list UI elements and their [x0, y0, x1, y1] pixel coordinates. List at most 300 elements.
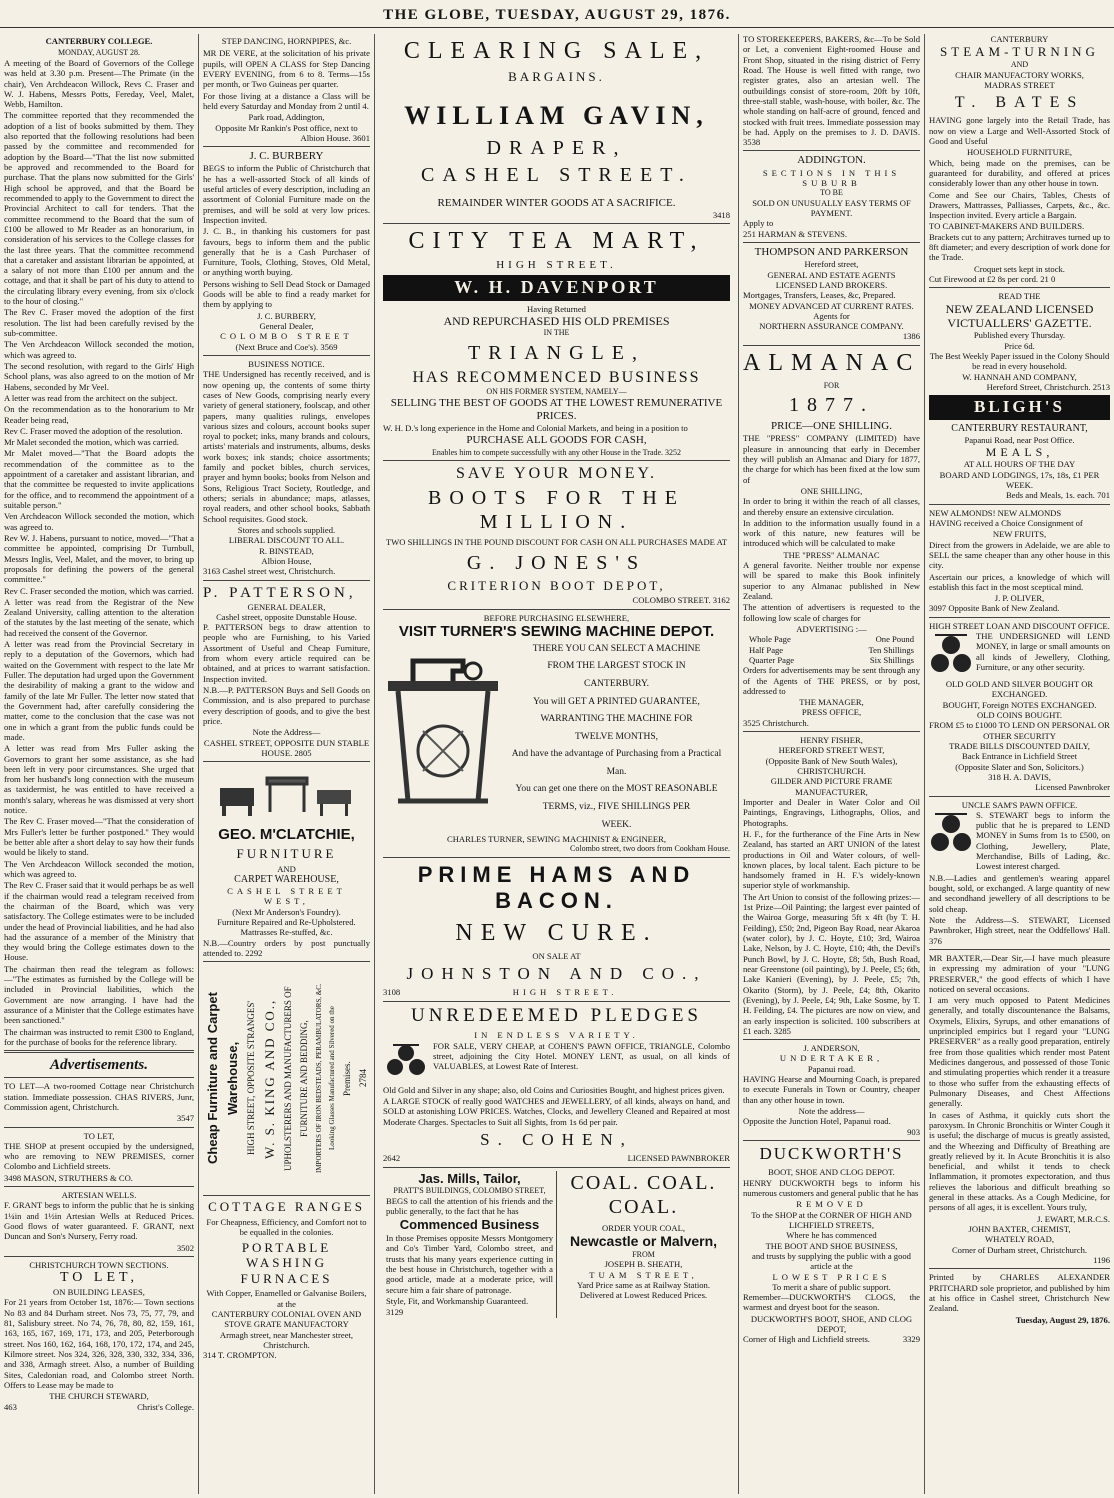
- mclatchie-address-2: (Next Mr Anderson's Foundry).: [232, 906, 341, 917]
- bates-text: Croquet sets kept in stock.: [974, 263, 1065, 274]
- town-tolet: TO LET,: [59, 1270, 139, 1286]
- addington-text: SOLD ON UNUSUALLY EASY TERMS OF PAYMENT.: [752, 197, 911, 219]
- mills-heading: Jas. Mills, Tailor,: [418, 1170, 521, 1186]
- bligh-text: AT ALL HOURS OF THE DAY: [963, 459, 1076, 470]
- almanac-text: THE "PRESS" COMPANY (LIMITED) have pleasure in announcing that early in December they will publish an Almanac and Diary for 1877, the charge for which has been fixed at the low sum of: [743, 433, 920, 485]
- turner-line: You can get one there on the MOST REASONABLE: [515, 784, 718, 795]
- turner-line: FROM THE LARGEST STOCK IN: [547, 661, 686, 672]
- duck-text: HENRY DUCKWORTH begs to inform his numerous customers and general public that he has: [743, 1177, 920, 1198]
- rate-label: Quarter Page: [749, 654, 795, 665]
- loan-text: (Opposite Slater and Son, Solicitors.): [955, 761, 1084, 772]
- baxter-text: MR BAXTER,—Dear Sir,—I have much pleasure in expressing my admiration of your "LUNG PRESERVER," the good effects of which I have noticed on several occasions.: [929, 952, 1110, 994]
- new-cure: NEW CURE.: [455, 919, 658, 946]
- king-line: 2784: [357, 1069, 368, 1088]
- fisher-text: (Opposite Bank of New South Wales),: [765, 755, 898, 766]
- jones-address: COLOMBO STREET. 3162: [632, 595, 730, 606]
- duck-text: LOWEST PRICES: [772, 1271, 891, 1282]
- tp-text: NORTHERN ASSURANCE COMPANY.: [759, 321, 904, 332]
- william-gavin: WILLIAM GAVIN,: [404, 101, 709, 131]
- tp-text: LICENSED LAND BROKERS.: [775, 279, 888, 290]
- loan-text: Back Entrance in Lichfield Street: [961, 751, 1077, 762]
- turner-signature: CHARLES TURNER, SEWING MACHINIST & ENGINEER,: [446, 834, 667, 845]
- report-paragraph: Mr Malet moved—"That the Board adopts the recommendation of the committee as to the appointment of a caretaker and assistant librarian, and that the committee be requested to invite applications for the office, and to recommend the appointment of a suitable person.": [4, 448, 194, 511]
- thompson-parkerson: THOMPSON AND PARKERSON: [754, 246, 909, 259]
- divider: [203, 1195, 370, 1196]
- s-cohen: S. COHEN,: [480, 1129, 633, 1149]
- dance-address: Albion House. 3601: [300, 132, 370, 143]
- report-paragraph: Ven Archdeacon Willock seconded the motion, which was agreed to.: [4, 511, 194, 532]
- divider: [743, 345, 920, 346]
- advertisements-heading: Advertisements.: [50, 1057, 148, 1074]
- undertaker-text: Opposite the Junction Hotel, Papanui road.: [743, 1116, 891, 1127]
- business-signature: Albion House,: [261, 555, 312, 566]
- turner-line: CANTERBURY.: [583, 679, 650, 690]
- divider: [4, 1256, 194, 1257]
- divider: [383, 1167, 730, 1168]
- almanac-text: Orders for advertisements may be sent through any of the Agents of THE PRESS, or by post, addressed to: [743, 665, 920, 696]
- business-signature: R. BINSTEAD,: [259, 545, 314, 556]
- johnston-and-co: JOHNSTON AND CO.,: [406, 963, 707, 983]
- purchase-for-cash: PURCHASE ALL GOODS FOR CASH,: [466, 434, 647, 447]
- duck-text: THE BOOT AND SHOE BUSINESS,: [765, 1240, 898, 1251]
- masthead: THE GLOBE, TUESDAY, AUGUST 29, 1876.: [0, 0, 1114, 28]
- washing-furnaces: PORTABLE WASHING FURNACES: [240, 1239, 333, 1286]
- loan-text: 318 H. A. DAVIS,: [988, 771, 1051, 782]
- baxter-text: J. EWART, M.R.C.S.: [1037, 1213, 1110, 1224]
- turner-text: BEFORE PURCHASING ELSEWHERE,: [483, 612, 630, 623]
- endless-variety: IN ENDLESS VARIETY.: [474, 1030, 639, 1041]
- davenport-text: IN THE: [543, 328, 570, 338]
- davenport-text: SELLING THE BEST OF GOODS AT THE LOWEST REMUNERATIVE PRICES.: [390, 396, 723, 422]
- undertaker-text: HAVING Hearse and Mourning Coach, is prepared to execute Funerals in Town or Country, cheaper than any other house in town.: [743, 1074, 920, 1105]
- almonds-text: HAVING received a Choice Consignment of: [929, 517, 1083, 528]
- rate-value: Six Shillings: [869, 654, 914, 665]
- loan-heading: HIGH STREET LOAN AND DISCOUNT OFFICE.: [929, 620, 1110, 631]
- fisher-text: Importer and Dealer in Water Color and Oil Paintings, Engravings, Lithographs, Olios, and Photographs.: [743, 796, 920, 828]
- report-paragraph: Mr Malet seconded the motion, which was carried.: [4, 437, 179, 448]
- johnston-street: HIGH STREET.: [512, 987, 618, 998]
- newcastle-malvern: Newcastle or Malvern,: [569, 1232, 718, 1249]
- almanac-text: ADVERTISING :—: [796, 623, 867, 634]
- recommenced-business: HAS RECOMMENCED BUSINESS: [412, 368, 701, 386]
- report-paragraph: The second resolution, with regard to the Girls' High School plans, was also agreed to on the motion of Mr Habens, seconded by Mr Veel.: [4, 360, 194, 392]
- almanac-text: ONE SHILLING,: [800, 485, 863, 496]
- almanac-price: PRICE—ONE SHILLING.: [771, 420, 892, 433]
- cottage-text: For Cheapness, Efficiency, and Comfort not to be equalled in the colonies.: [206, 1216, 367, 1238]
- bligh-text: BOARD AND LODGINGS, 17s, 18s, £1 PER WEEK.: [939, 469, 1100, 490]
- burbery-text: BEGS to inform the Public of Christchurch that he has a well-assorted Stock of all kinds of useful articles of every description, including an assortment of Colonial Furniture made on the premises, and will be sold at very low prices. Inspection invited.: [203, 163, 370, 225]
- coal-from: FROM: [632, 1249, 655, 1259]
- undertaker-text: UNDERTAKER,: [779, 1053, 884, 1064]
- divider: [203, 355, 370, 356]
- mills-text-2: In those Premises opposite Messrs Montgomery and Co's Timber Yard, Colombo street, and trusts that his many years experience cutting in the best house in Christchurch, together with a good article, made at a moderate price, will secure him a fair share of patronage.: [386, 1233, 553, 1295]
- rate-row: [743, 634, 920, 644]
- bligh-text: Beds and Meals, 1s. each. 701: [1005, 490, 1110, 501]
- cottage-text-3: CANTERBURY COLONIAL OVEN AND STOVE GRATE MANUFACTORY: [211, 1308, 362, 1330]
- almanac: ALMANAC: [743, 349, 921, 376]
- tolet-shop-signature: 3498 MASON, STRUTHERS & CO.: [4, 1172, 133, 1183]
- king-line: UPHOLSTERERS AND MANUFACTURERS OF: [282, 986, 293, 1172]
- almonds-text: 3097 Opposite Bank of New Zealand.: [929, 603, 1060, 614]
- furniture-engraving: [212, 768, 362, 820]
- almanac-text: In addition to the information usually found in a work of this nature, new features will be introduced which will be calculated to make: [743, 517, 920, 549]
- bligh-text: CANTERBURY RESTAURANT,: [951, 422, 1088, 434]
- loan-text: OLD GOLD AND SILVER BOUGHT OR EXCHANGED.: [945, 679, 1094, 700]
- mclatchie-furniture: FURNITURE: [236, 846, 337, 862]
- g-jones: G. JONES'S: [466, 551, 647, 574]
- dance-address: Opposite Mr Rankin's Post office, next to: [215, 122, 358, 133]
- business-notice-text: LIBERAL DISCOUNT TO ALL.: [228, 535, 345, 546]
- mclatchie-sub: CARPET WAREHOUSE,: [234, 874, 339, 886]
- clearing-sale: CLEARING SALE,: [403, 38, 710, 64]
- report-paragraph: The Rev C. Fraser moved the adoption of the first resolution. The list had been carefully revised by the sub-committee.: [4, 307, 194, 339]
- business-notice-heading: BUSINESS NOTICE.: [248, 358, 325, 369]
- bates-text: Come and See our Chairs, Tables, Chests of Drawers, Mattrasses, Palliasses, Carpets, &c., &c. Inspection invited. Every article a Bargain.: [929, 189, 1110, 221]
- on-sale-at: ON SALE AT: [532, 950, 581, 961]
- king-line: W. S. KING AND CO.,: [261, 998, 277, 1159]
- duck-text: To the SHOP at the CORNER OF HIGH AND LICHFIELD STREETS,: [751, 1209, 912, 1230]
- report-paragraph: On the recommendation as to the honorarium to Mr Reader being read,: [4, 404, 194, 425]
- uncle-sam-heading: UNCLE SAM'S PAWN OFFICE.: [961, 799, 1078, 810]
- business-notice-text: THE Undersigned has recently received, and is now opening up, the contents of some thirty cases of New Goods, comprising nearly every variety of general stationery, foolscap, and other papers, many qualities rulings, envelopes various sizes and colours, account books super royal to pocket; inks, many brands and colours, artists' materials and instruments, albums, desks work boxes; ink stands; choice assortments; family and pocket bibles, church services, prayer and hymn books; books from Nelson and Sons, Religious Tract Society, Routledge, and others; serials in abundance; maps, atlasses, royal readers, and other school books, Sabbath School requisites. Good stock.: [203, 369, 370, 524]
- almonds-text: Ascertain our prices, a knowledge of which will establish this fact in the most sceptical mind.: [929, 571, 1110, 592]
- divider: [743, 1140, 920, 1141]
- rate-row: [743, 645, 920, 655]
- coal-delivered: Delivered at Lowest Reduced Prices.: [579, 1290, 708, 1301]
- duck-text: DUCKWORTH'S BOOT, SHOE, AND CLOG DEPOT,: [750, 1313, 913, 1335]
- steam-turning: STEAM-TURNING: [940, 44, 1099, 60]
- licensed-pawnbroker: LICENSED PAWNBROKER: [627, 1153, 730, 1164]
- divider: [929, 617, 1110, 618]
- town-sections-heading: CHRISTCHURCH TOWN SECTIONS.: [29, 1259, 169, 1270]
- king-line: Cheap Furniture and Carpet: [204, 992, 220, 1165]
- tp-text: MONEY ADVANCED AT CURRENT RATES.: [749, 300, 914, 311]
- commenced-business: Commenced Business: [399, 1217, 540, 1233]
- ad-number: 1386: [902, 331, 920, 342]
- baxter-text: I am very much opposed to Patent Medicines generally, and totally discountenance the Balsams, Oxymels, Elixirs, Syrups, and other emanations of unprincipled empirics but I regard your "LUNG PRESERVER" as a really good preparation, entirely free from those qualities which render most Patent Medicines dangerous, and possessed of those Tonic and stimulating properties which render it a treasure to those who suffer from the exhausting effects of Pulmonary Diseases, and Chest Affections generally.: [929, 995, 1110, 1109]
- baxter-text: JOHN BAXTER, CHEMIST,: [968, 1224, 1071, 1234]
- divider: [383, 857, 730, 858]
- undertaker-text: Papanui road.: [807, 1063, 856, 1074]
- divider: [929, 504, 1110, 505]
- divider: [383, 460, 730, 461]
- undertaker-text: Note the address—: [798, 1106, 865, 1117]
- davenport-banner: W. H. DAVENPORT: [383, 275, 730, 301]
- patterson-note: Note the Address—: [252, 727, 321, 738]
- imprint-date: Tuesday, August 29, 1876.: [1015, 1314, 1110, 1325]
- divider: [203, 961, 370, 962]
- ad-number: 3129: [386, 1307, 404, 1318]
- t-bates: T. BATES: [954, 94, 1085, 112]
- report-paragraph: The Rev C. Fraser said that it would perhaps be as well if the chairman would read a telegram received from the chairman of the Board, which was very satisfactory. The College estimates were to be included under the head of Provincial liabilities, and he had also had the assurance of a member of the Ministry that they would bring the College estimates down to the House.: [4, 880, 194, 963]
- king-line: Premises.: [341, 1061, 352, 1097]
- tp-text: Agents for: [813, 310, 850, 321]
- business-notice-text: Stores and schools supplied.: [237, 524, 336, 535]
- divider: [203, 146, 370, 147]
- turner-line: THERE YOU CAN SELECT A MACHINE: [532, 643, 701, 654]
- report-paragraph: A letter was read from the Registrar of the New Zealand University, calling attention to the alteration of the statutes by the last meeting of the senate, which had received the consent of the Governor.: [4, 596, 194, 638]
- fisher-text: GILDER AND PICTURE FRAME MANUFACTURER,: [770, 776, 893, 797]
- turner-line: TERMS, viz., FIVE SHILLINGS PER: [542, 801, 691, 812]
- cottage-heading: COTTAGE RANGES: [208, 1199, 365, 1215]
- christs-college: Christ's College.: [137, 1401, 194, 1412]
- ad-number: 2642: [383, 1153, 401, 1164]
- burbery-heading: J. C. BURBERY: [249, 150, 324, 163]
- davenport-text: Having Returned: [527, 303, 586, 314]
- loan-text: BOUGHT, Foreign NOTES EXCHANGED.: [942, 699, 1097, 710]
- report-paragraph: Rev W. J. Habens, pursuant to notice, moved—"That a committee be appointed, comprising Dr Turnbull, Messrs Inglis, Veel, Malet, and the mover, to bring up proposals for defining the powers of the general committee.": [4, 532, 194, 585]
- loan-text: THE UNDERSIGNED will LEND MONEY, in large or small amounts on all kinds of Jewellery, Clothing, Furniture, or any other security.: [976, 631, 1110, 672]
- ad-number: 3418: [712, 209, 730, 220]
- turner-line: WEEK.: [601, 819, 632, 830]
- rate-row: [743, 655, 920, 665]
- mclatchie-text-2: N.B.—Country orders by post punctually attended to. 2292: [203, 937, 370, 958]
- gazette-text: Published every Thursday.: [973, 330, 1066, 341]
- pledge-text: FOR SALE, VERY CHEAP, at COHEN'S PAWN OFFICE, TRIANGLE, Colombo street, adjoining the City Hotel. MONEY LENT, as usual, on all kinds of VALUABLES, at Lowest Rate of Interest.: [433, 1040, 730, 1072]
- coal-text: ORDER YOUR COAL,: [602, 1222, 685, 1233]
- divider: [929, 287, 1110, 288]
- turner-heading: VISIT TURNER'S SEWING MACHINE DEPOT.: [398, 622, 715, 640]
- college-date: MONDAY, AUGUST 28.: [57, 48, 141, 58]
- duckworths: DUCKWORTH'S: [759, 1143, 904, 1163]
- report-paragraph: Rev C. Fraser seconded the motion, which was carried.: [4, 585, 194, 596]
- divider: [383, 1001, 730, 1002]
- turner-line: WARRANTING THE MACHINE FOR: [540, 714, 693, 725]
- report-paragraph: Rev C. Fraser moved the adoption of the resolution.: [4, 425, 183, 436]
- storekeepers-text: TO STOREKEEPERS, BAKERS, &c—To be Sold or Let, a convenient Eight-roomed House and Front Shop, situated in the rising district of Ferry Road. The House is well fitted with range, two register grates, also an artesian well. The outbuildings consist of store-room, 20ft by 10ft, three-stall stable, wash-house, with boiler, &c. The whole standing on half-acre of ground, fenced and stocked with fruit trees. Immediate possession may be had. Apply on the premises to J. D. DAVIS. 3538: [743, 34, 920, 148]
- report-paragraph: A letter was read from the architect on the subject.: [4, 392, 178, 403]
- tea-high-street: HIGH STREET.: [496, 258, 617, 271]
- baxter-text: Corner of Durham street, Christchurch.: [951, 1244, 1088, 1255]
- almanac-text: THE "PRESS" ALMANAC: [783, 549, 880, 560]
- almanac-text: 3525 Christchurch.: [743, 717, 809, 728]
- almanac-text: A general favorite. Neither trouble nor expense will be spared to make this Book infinitely superior to any Almanac published in New Zealand.: [743, 560, 920, 602]
- duck-text: REMOVED: [796, 1199, 867, 1210]
- divider: [203, 761, 370, 762]
- divider: [383, 609, 730, 610]
- report-paragraph: The Rev C. Fraser moved—"That the consideration of Mrs Fuller's letter be further postponed." They would be better able after a short delay to say how their funds would be likely to stand.: [4, 816, 194, 858]
- uncle-sam-text: S. STEWART begs to inform the public that he is prepared to LEND MONEY in Sums from 1s to £500, on Clothing, Jewellery, Plate, Merchandise, Bills of Lading, &c. Lowest interest charged.: [976, 809, 1110, 872]
- ad-number: 3108: [383, 987, 401, 998]
- dance-text-2: For those living at a distance a Class will be held every Saturday and Monday from 2 until 4.: [203, 90, 370, 111]
- coal-price: Yard Price same as at Railway Station.: [576, 1280, 711, 1290]
- loan-text: FROM £5 to £1000 TO LEND ON PERSONAL OR OTHER SECURITY: [929, 720, 1110, 741]
- pawn-balls-icon: [929, 631, 973, 679]
- fisher-text: CHRISTCHURCH.: [797, 766, 866, 777]
- rate-value: Ten Shillings: [868, 644, 914, 655]
- addington-text: SECTIONS IN THIS SUBURB: [762, 167, 901, 188]
- pledge-text-2: Old Gold and Silver in any shape; also, old Coins and Curiosities Bought, and highest prices given.: [383, 1084, 725, 1095]
- wells-heading: ARTESIAN WELLS.: [61, 1190, 137, 1201]
- turner-line: You will GET A PRINTED GUARANTEE,: [533, 696, 700, 707]
- divider: [743, 242, 920, 243]
- uncle-sam-text: Note the Address—S. STEWART, Licensed Pawnbroker, High street, near the Oddfellows' Hall. 376: [929, 914, 1110, 946]
- column-3: [375, 34, 738, 1494]
- report-paragraph: The committee reported that they recommended the adoption of a list of books submitted by them. They also reported that the following resolutions had been passed by the committee and recommended for adoption by the Board—"That the list now submitted be approved and recommended to the Board for purchase. That the plans now submitted for the Girls' High school be approved, and that the Board be recommended to apply to the Government to direct the Provincial Architect to call for tenders. That the committee recommend to the Board that the sum of £100 be allowed to Mr Reader as an honorarium, in consideration of his services to the College classes for the last three years. That the committee recommend that a caretaker and assistant librarian be appointed, at a salary of not more than £100 per annum and the cottage, and that it shall be part of his duty to attend to the circulating library every evening, from six o'clock to the hour of closing.": [4, 110, 194, 307]
- ad-number: 3502: [176, 1242, 194, 1253]
- column-2: [199, 34, 374, 1494]
- coal-heading: COAL. COAL.: [570, 1171, 717, 1194]
- ad-number: 3329: [902, 1334, 920, 1345]
- uncle-sam-text: N.B.—Ladies and gentlemen's wearing apparel bought, sold, or exchanged. A large quantity of new and secondhand jewellery of all descriptions to be sold cheap.: [929, 872, 1110, 914]
- gazette-text: W. HANNAH AND COMPANY,: [962, 371, 1077, 382]
- patterson-address: Cashel street, opposite Dunstable House.: [216, 611, 357, 622]
- almanac-year: 1877.: [789, 394, 874, 417]
- davenport-text: AND REPURCHASED HIS OLD PREMISES: [443, 313, 670, 328]
- divider: [743, 1039, 920, 1040]
- baxter-text: WHATELY ROAD,: [985, 1234, 1054, 1245]
- almonds-text: NEW FRUITS,: [992, 529, 1047, 540]
- boots-for-million: BOOTS FOR THE MILLION.: [428, 487, 685, 534]
- mclatchie-address: CASHEL STREET WEST,: [227, 886, 346, 907]
- fisher-heading: HENRY FISHER,: [800, 735, 863, 746]
- addington-signature: 251 HARMAN & STEVENS.: [743, 228, 848, 239]
- wells-text: F. GRANT begs to inform the public that he is sinking 1¼in and 1½in Artesian Wells at Reduced Prices. Good flows of water guaranteed. F. GRANT, next Duncan and Son's Nursery, Ferry road.: [4, 1200, 194, 1242]
- city-tea-mart: CITY TEA MART,: [408, 228, 705, 255]
- loan-text: Licensed Pawnbroker: [1035, 782, 1110, 793]
- college-heading: CANTERBURY COLLEGE.: [45, 36, 153, 46]
- addington-text: TO BE: [820, 188, 843, 198]
- pawn-balls-icon: [383, 1041, 429, 1085]
- ad-number: 463: [4, 1401, 17, 1412]
- duck-text: and trusts by supplying the public with a good article at the: [752, 1250, 911, 1272]
- report-paragraph: A letter was read from Mrs Fuller asking the Governors to grant her some assistance, as she had been left in very poor circumstances. She urged that from her husband's long connection with the museum as taxidermist, he was entitled to have received a month's salary, whereas he was dismissed at very short notice.: [4, 743, 194, 816]
- pawn-balls-icon: [929, 810, 973, 858]
- tolet-cottage: TO LET—A two-roomed Cottage near Christchurch station. Immediate possession. CHAS RIVERS, Junr, Commission agent, Christchurch.: [4, 1081, 194, 1112]
- tp-text: Mortgages, Transfers, Leases, &c, Prepared.: [743, 290, 896, 301]
- dance-heading: STEP DANCING, HORNPIPES, &c.: [221, 36, 352, 46]
- rate-label: Half Page: [749, 644, 784, 655]
- turner-line: TWELVE MONTHS,: [574, 731, 659, 742]
- boots-text: TWO SHILLINGS IN THE POUND DISCOUNT FOR CASH ON ALL PURCHASES MADE AT: [385, 537, 728, 548]
- turner-line: And have the advantage of Purchasing from a Practical Man.: [511, 749, 722, 777]
- addington-text: Apply to: [743, 218, 774, 229]
- triangle: TRIANGLE,: [468, 341, 645, 364]
- dance-address: Park road, Addington,: [248, 112, 325, 123]
- bates-text: HAVING gone largely into the Retail Trade, has now on view a Large and Well-Assorted Stock of Good and Useful: [929, 115, 1110, 146]
- bates-text: Brackets cut to any pattern; Architraves turned up to 8ft diameter; and every description of work done for the Trade.: [929, 231, 1110, 263]
- tolet-shop: THE SHOP at present occupied by the undersigned, who are removing to NEW PREMISES, corner Colombo and Lichfield streets.: [4, 1140, 194, 1172]
- bligh-text: Papanui Road, near Post Office.: [964, 434, 1075, 445]
- ad-number: 1196: [1093, 1254, 1110, 1265]
- duck-text: To merit a share of public support.: [772, 1281, 891, 1292]
- rate-label: Whole Page: [749, 634, 791, 645]
- burbery-signature: General Dealer,: [259, 321, 314, 331]
- patterson-address-2: CASHEL STREET, OPPOSITE DUN STABLE HOUSE. 2805: [203, 737, 370, 758]
- coal-heading-2: COAL.: [608, 1195, 679, 1218]
- steam-turning-text: CHAIR MANUFACTORY WORKS,: [955, 69, 1084, 80]
- duck-text: Corner of High and Lichfield streets.: [743, 1334, 870, 1345]
- divider: [383, 223, 730, 224]
- cottage-text-4: Armagh street, near Manchester street, Christchurch.: [219, 1329, 354, 1350]
- duck-text: Remember—DUCKWORTH'S CLOGS, the warmest and dryest boot for the season.: [743, 1292, 920, 1313]
- king-line: HIGH STREET, OPPOSITE STRANGES': [246, 1001, 257, 1156]
- town-sections-text: For 21 years from October 1st, 1876:— Town sections No 83 and 84 Durham street. Nos 73, 75, 77, 79, and 81, Salisbury street. No 74, 76, 78, 80, 82, 159, 161, 163, 165, 167, 169, 171, 173, and 205, Peterborough street. Nos 160, 162, 164, 168, 170, 172, 174, and 245, Kilmore street. Nos 324, 326, 328, 330, 332, 334, 336, and 338, Armagh street. Also, a number of Building Sites, Caledonian road, and Colombo street North. Offers to Lease may be made to: [4, 1297, 194, 1390]
- undertaker-heading: J. ANDERSON,: [803, 1043, 860, 1054]
- town-leases: ON BUILDING LEASES,: [53, 1287, 145, 1298]
- bargains: BARGAINS.: [508, 68, 605, 84]
- divider: [929, 1268, 1110, 1269]
- baxter-text: In cases of Asthma, it quickly cuts short the paroxysm. In Chronic Bronchitis or Winter Cough it is useful; the discharge of mucus is greatly assisted, and the Wheezing and Difficulty of Breathing are greatly relieved by it. In Acute Bronchitis it is also beneficial, and whilst it tends to check Inflammation, it promotes expectoration, and thus relieves the laborious and difficult breathing so general in these attacks. As a Cough Medicine, for persons of all ages, it is excellent. Yours truly,: [929, 1109, 1110, 1213]
- gazette-text: READ THE: [998, 291, 1041, 302]
- pledge-text-3: A LARGE STOCK of really good WATCHES and JEWELLERY, of all kinds, always on hand, and SOLD at astonishing LOW PRICES. Watches, Clocks, and Jewellery Cleaned and Repaired at most Moderate Charges. Spectacles to Suit all Sights, from 1s 6d per pair.: [383, 1096, 730, 1127]
- almanac-text: PRESS OFFICE,: [801, 707, 862, 718]
- remainder-goods: REMAINDER WINTER GOODS AT A SACRIFICE.: [437, 196, 676, 209]
- column-4: [739, 34, 924, 1494]
- davenport-text: ON HIS FORMER SYSTEM, NAMELY—: [486, 387, 627, 397]
- bligh-meals: MEALS,: [985, 444, 1054, 459]
- tp-text: Hereford street,: [804, 259, 859, 270]
- steam-turning-text: MADRAS STREET: [984, 79, 1055, 90]
- church-steward: THE CHURCH STEWARD,: [49, 1391, 149, 1402]
- blighs-banner: BLIGH'S: [929, 395, 1110, 419]
- prime-hams: PRIME HAMS AND BACON.: [417, 862, 696, 914]
- duck-text: BOOT, SHOE AND CLOG DEPOT.: [768, 1167, 895, 1178]
- almonds-text: J. P. OLIVER,: [994, 593, 1045, 604]
- king-advert: [203, 966, 370, 1191]
- report-paragraph: The Ven Archdeacon Willock seconded the motion, which was agreed to.: [4, 339, 194, 360]
- addington-heading: ADDINGTON.: [797, 154, 866, 167]
- rate-value: One Pound: [875, 634, 914, 645]
- ad-number: 903: [907, 1126, 920, 1137]
- davenport-text: Enables him to compete successfully with any other House in the Trade. 3252: [431, 447, 682, 457]
- tolet-shop-heading: TO LET,: [83, 1130, 115, 1141]
- report-paragraph: The Ven Archdeacon Willock seconded the motion, which was agreed to.: [4, 858, 194, 879]
- fisher-text: HEREFORD STREET WEST,: [778, 745, 885, 756]
- divider: [743, 150, 920, 151]
- mills-text: BEGS to call the attention of his friends and the public generally, to the fact that he has: [386, 1195, 553, 1217]
- turner-address: Colombo street, two doors from Cookham House.: [570, 844, 730, 854]
- mclatchie-heading: GEO. M'CLATCHIE,: [218, 826, 355, 844]
- sewing-machine-engraving: [383, 641, 503, 811]
- divider: [4, 1186, 194, 1187]
- almanac-for: FOR: [823, 380, 840, 390]
- bates-text: TO CABINET-MAKERS AND BUILDERS.: [929, 221, 1085, 232]
- mclatchie-text: Furniture Repaired and Re-Upholstered. Mattrasses Re-stuffed, &c.: [217, 917, 356, 938]
- divider: [929, 949, 1110, 950]
- almanac-text: The attention of advertisers is requested to the following low scale of charges for: [743, 602, 920, 623]
- divider: [4, 1077, 194, 1078]
- almonds-text: Direct from the growers in Adelaide, we are able to SELL the same cheaper than any other house in this city.: [929, 539, 1110, 571]
- patterson-text-2: N.B.—P. PATTERSON Buys and Sell Goods on Commission, and is also prepared to purchase every description of goods, and to give the best price.: [203, 685, 370, 726]
- cashel-street: CASHEL STREET.: [421, 163, 692, 186]
- divider: [4, 1050, 194, 1053]
- davenport-text: W. H. D.'s long experience in the Home and Colonial Markets, and being in a position to: [383, 423, 688, 434]
- bates-text: Which, being made on the premises, can be guaranteed for durability, and offered at prices considerably lower than any other house in town.: [929, 157, 1110, 189]
- burbery-signature: J. C. BURBERY,: [257, 310, 316, 321]
- dance-text: MR DE VERE, at the solicitation of his private pupils, will OPEN A CLASS for Step Dancing EVERY EVENING, from 6 to 8. Terms—15s per month, or Two Guineas per quarter.: [203, 48, 370, 90]
- criterion-boot-depot: CRITERION BOOT DEPOT,: [447, 577, 666, 593]
- tp-text: GENERAL AND ESTATE AGENTS: [767, 269, 896, 280]
- burbery-text-2: J. C. B., in thanking his customers for past favours, begs to inform them and the public generally that he is a Cash Purchaser of Furniture, Tools, Clothing, Stoves, Old Metal, or anything worth buying.: [203, 226, 370, 278]
- burbery-signature: COLOMBO STREET: [220, 331, 353, 342]
- cottage-signature: 314 T. CROMPTON.: [203, 1350, 277, 1361]
- mills-address: PRATT'S BUILDINGS, COLOMBO STREET,: [393, 1186, 546, 1196]
- unredeemed-pledges: UNREDEEMED PLEDGES: [410, 1004, 703, 1026]
- duck-text: Where he has commenced: [786, 1230, 877, 1241]
- loan-text: OLD COINS BOUGHT.: [976, 710, 1063, 720]
- mills-guarantee: Style, Fit, and Workmanship Guaranteed.: [386, 1295, 529, 1306]
- bates-text: HOUSEHOLD FURNITURE,: [966, 147, 1073, 158]
- gazette-text: Price 6d.: [1004, 340, 1035, 351]
- column-5: [925, 34, 1114, 1494]
- king-line: FURNITURE AND BEDDING,: [298, 1020, 309, 1138]
- cottage-text-2: With Copper, Enamelled or Galvanise Boilers, at the: [206, 1288, 367, 1309]
- burbery-text-3: Persons wishing to Sell Dead Stock or Damaged Goods will be able to find a ready market for them by applying to: [203, 278, 370, 310]
- draper: DRAPER,: [486, 136, 627, 159]
- fisher-text: H. F., for the furtherance of the Fine Arts in New Zealand, has started an ART UNION of the latest productions in Oil and Water colours, of well-known places, by local talent. Each picture to be handsomely framed in H. F.'s widely-known superior style of workmanship.: [743, 828, 920, 891]
- almanac-text: THE MANAGER,: [799, 697, 864, 708]
